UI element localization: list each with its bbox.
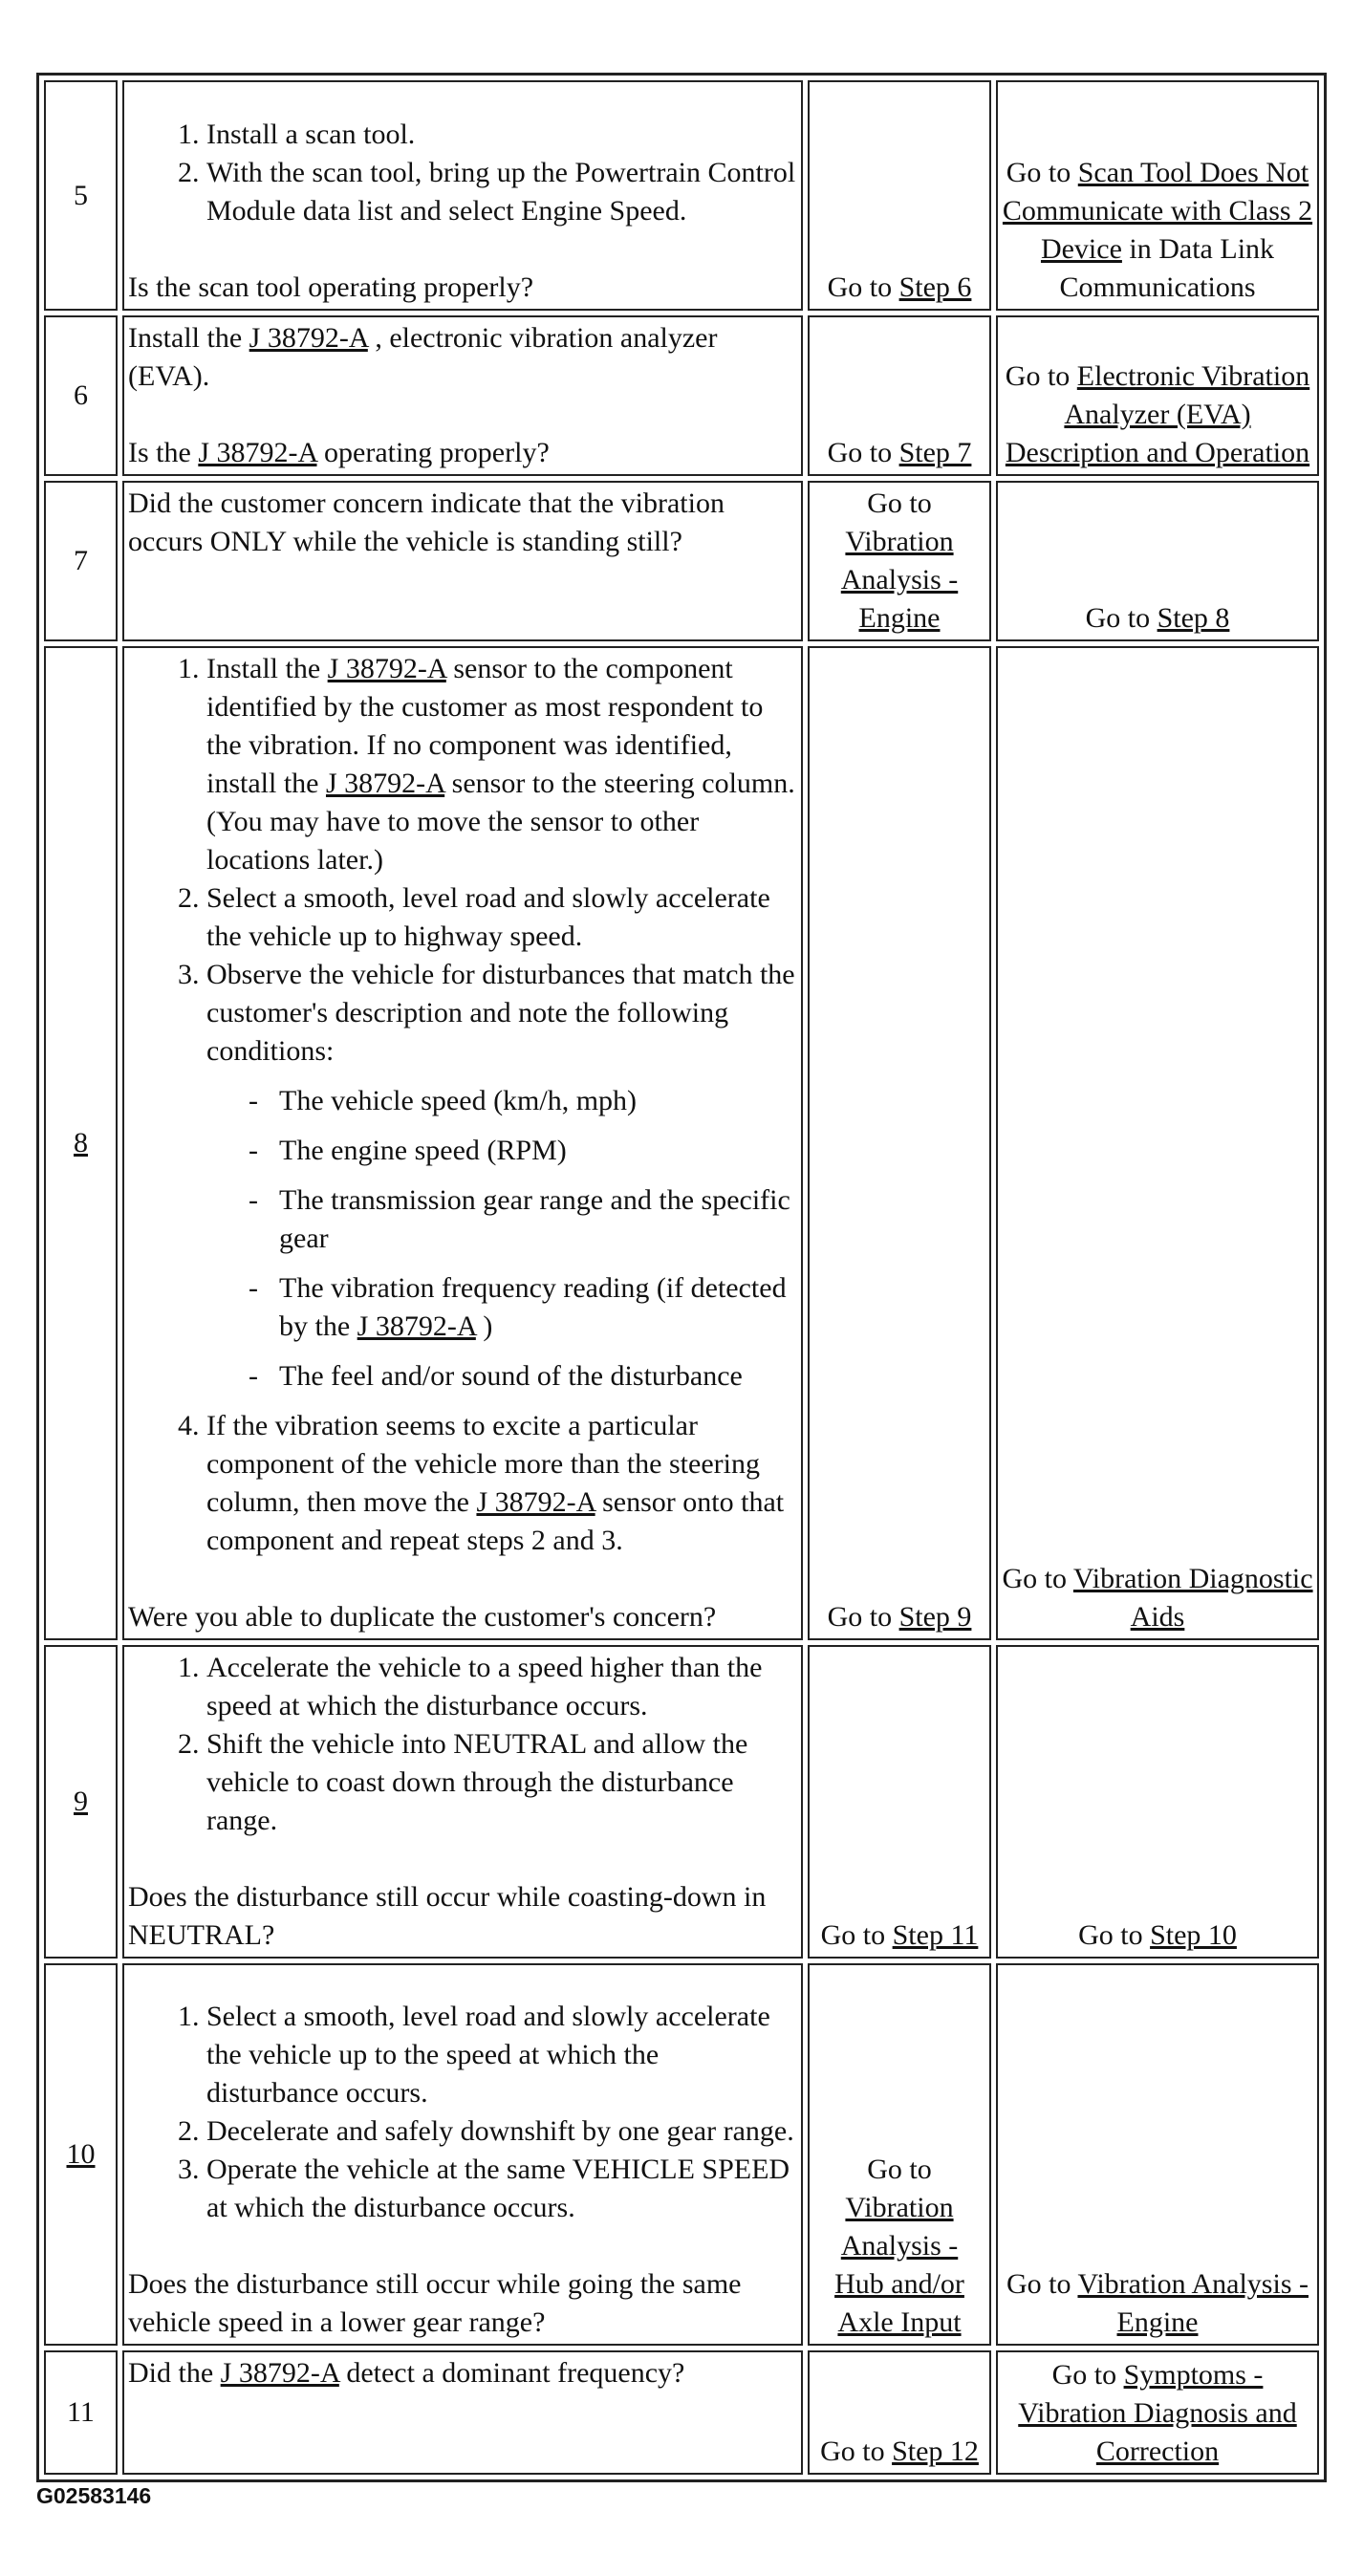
action-item: 1. Accelerate the vehicle to a speed higher than the speed at which the disturbance occurs. [206,1649,797,1725]
go-to-text: Go to [1051,2359,1117,2391]
no-cell [996,1963,1319,2346]
step-number [44,1963,118,2346]
no-cell [996,1645,1319,1959]
diagnostic-document [36,73,1327,2482]
yes-cell [808,1963,991,2346]
step-number [44,1645,118,1959]
step-question: Is the scan tool operating properly? [128,271,534,303]
no-cell [996,2350,1319,2475]
go-to-text: Go to [820,1919,886,1951]
step-10-link[interactable]: Step 10 [1150,1919,1237,1951]
go-to-text: Go to [867,487,932,519]
go-to-text: Go to [867,2154,932,2185]
step-question: Did the customer concern indicate that the vibration occurs ONLY while the vehicle is standing still? [128,487,725,557]
question-text: detect a dominant frequency? [346,2357,685,2389]
no-cell [996,481,1319,641]
eva-description-link[interactable]: Electronic Vibration Analyzer (EVA) Description and Operation [1005,360,1310,468]
yes-cell [808,646,991,1640]
step-7-link[interactable]: Step 7 [898,437,972,468]
go-to-text: Go to [1002,1563,1067,1594]
step-number: 5 [44,80,118,311]
figure-id: G02583146 [36,2483,152,2508]
diagnostic-steps-table [36,73,1327,2482]
vibration-analysis-engine-link[interactable]: Vibration Analysis - Engine [1077,2268,1309,2338]
step-9-link[interactable]: Step 9 [898,1601,972,1633]
step-9-anchor[interactable]: 9 [74,1786,88,1817]
no-cell [996,80,1319,311]
step-8-link[interactable]: Step 8 [1157,602,1230,634]
yes-cell [808,80,991,311]
action-text: , electronic vibration analyzer (EVA). [128,322,718,392]
action-item: 3. Operate the vehicle at the same VEHICLE SPEED at which the disturbance occurs. [206,2151,797,2227]
symptoms-vibration-link[interactable]: Symptoms - Vibration Diagnosis and Correction [1018,2359,1297,2467]
go-to-text: Go to [1006,2268,1071,2300]
go-to-text: Go to [827,437,893,468]
table-row [44,1963,1319,2346]
go-to-text: Go to [820,2435,885,2467]
tool-link[interactable]: J 38792-A [327,653,446,684]
step-number: 11 [44,2350,118,2475]
go-to-text: Go to [1085,602,1151,634]
vibration-analysis-hub-axle-link[interactable]: Vibration Analysis - Hub and/or Axle Input [834,2192,964,2338]
step-10-anchor[interactable]: 10 [66,2138,96,2170]
vibration-analysis-engine-link[interactable]: Vibration Analysis - Engine [840,526,959,634]
vibration-diagnostic-aids-link[interactable]: Vibration Diagnostic Aids [1072,1563,1313,1633]
step-action [122,1963,803,2346]
question-text: operating properly? [324,437,550,468]
step-number [44,646,118,1640]
yes-cell [808,1645,991,1959]
action-item: 2. Shift the vehicle into NEUTRAL and allow the vehicle to coast down through the disturbance range. [206,1725,797,1840]
tool-link[interactable]: J 38792-A [220,2357,339,2389]
yes-cell [808,315,991,476]
go-to-text: Go to [827,271,893,303]
action-item: 1. Install the J 38792-A sensor to the component identified by the customer as most respondent to the vibration. If no component was identified, install the J 38792-A sensor to the steering column. (You may have to move the sensor to other locations later.) [206,650,797,879]
step-12-link[interactable]: Step 12 [892,2435,979,2467]
action-item: 2. Decelerate and safely downshift by one gear range. [206,2112,797,2151]
go-to-text: Go to [827,1601,893,1633]
link-suffix: in Data Link Communications [1059,233,1275,303]
action-item: 4. If the vibration seems to excite a particular component of the vehicle more than the steering column, then move the J 38792-A sensor onto that component and repeat steps 2 and 3. [206,1407,797,1560]
scan-tool-no-comm-link[interactable]: Scan Tool Does Not Communicate with Class 2 Device [1002,157,1313,265]
step-number: 7 [44,481,118,641]
step-question: Were you able to duplicate the customer's concern? [128,1601,717,1633]
step-action [122,481,803,641]
list-item: - The engine speed (RPM) [249,1132,797,1170]
step-action [122,80,803,311]
go-to-text: Go to [1006,157,1071,188]
step-6-link[interactable]: Step 6 [898,271,972,303]
tool-link[interactable]: J 38792-A [325,768,445,799]
no-cell [996,315,1319,476]
action-text: Install the [128,322,243,354]
list-item: - The vibration frequency reading (if detected by the J 38792-A ) [249,1269,797,1346]
list-item: - The transmission gear range and the specific gear [249,1181,797,1258]
tool-link[interactable]: J 38792-A [198,437,317,468]
step-question: Does the disturbance still occur while going the same vehicle speed in a lower gear range? [128,2268,742,2338]
step-11-link[interactable]: Step 11 [892,1919,979,1951]
table-row [44,315,1319,476]
action-item: 2. Select a smooth, level road and slowly accelerate the vehicle up to highway speed. [206,879,797,956]
go-to-text: Go to [1005,360,1071,392]
question-text: Is the [128,437,191,468]
go-to-text: Go to [1078,1919,1143,1951]
tool-link[interactable]: J 38792-A [249,322,368,354]
step-action [122,315,803,476]
list-item: - The vehicle speed (km/h, mph) [249,1082,797,1120]
table-row [44,80,1319,311]
table-row [44,1645,1319,1959]
question-text: Did the [128,2357,214,2389]
yes-cell [808,2350,991,2475]
no-cell [996,646,1319,1640]
list-item: - The feel and/or sound of the disturbance [249,1357,797,1396]
action-item: 1. Select a smooth, level road and slowly accelerate the vehicle up to the speed at which the disturbance occurs. [206,1998,797,2112]
table-row [44,481,1319,641]
step-8-anchor[interactable]: 8 [74,1127,88,1158]
tool-link[interactable]: J 38792-A [476,1486,595,1518]
step-action [122,2350,803,2475]
step-question [128,434,797,472]
step-action [122,646,803,1640]
table-row [44,646,1319,1640]
action-item: 1. Install a scan tool. [206,116,797,154]
action-item: 2. With the scan tool, bring up the Powertrain Control Module data list and select Engine Speed. [206,154,797,230]
yes-cell [808,481,991,641]
table-row [44,2350,1319,2475]
action-item: 3. Observe the vehicle for disturbances that match the customer's description and note the following conditions: - The vehicle speed (km/h, mph) - The engine speed (RPM) - The transmission gear range and the specific gear - The vibration frequency reading (if detected by the J 38792-A ) - The feel and/or sound of the disturbance [206,956,797,1396]
step-action [122,1645,803,1959]
tool-link[interactable]: J 38792-A [357,1310,476,1342]
step-question: Does the disturbance still occur while coasting-down in NEUTRAL? [128,1881,767,1951]
conditions-list [206,1082,797,1396]
step-number: 6 [44,315,118,476]
